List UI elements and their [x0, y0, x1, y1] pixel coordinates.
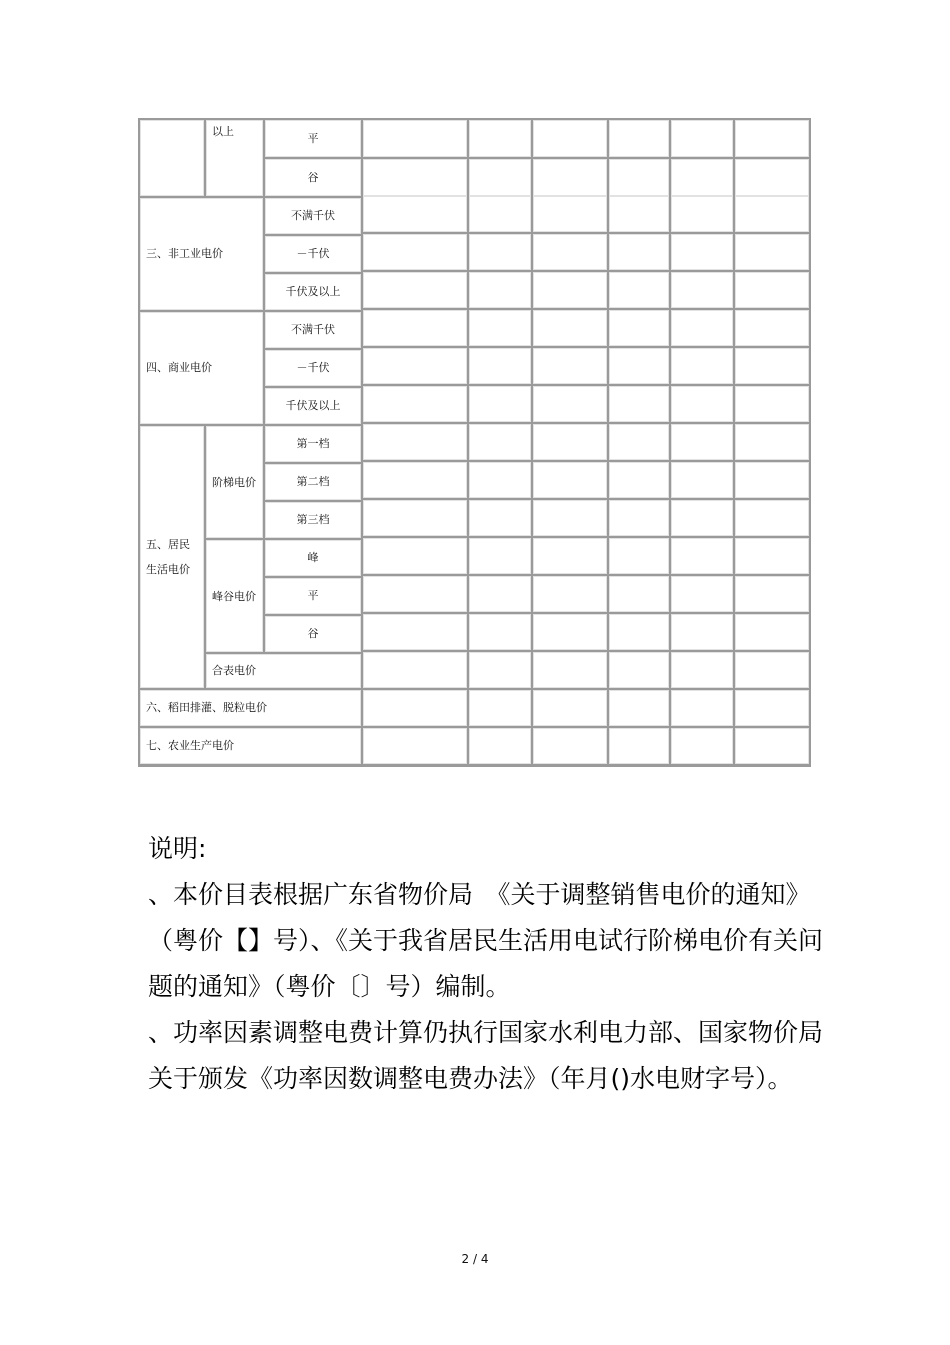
table-data-cell	[671, 538, 733, 574]
table-data-cell	[735, 538, 809, 574]
table-data-cell	[533, 310, 607, 346]
table-data-cell	[609, 690, 669, 726]
table-data-cell	[469, 500, 531, 536]
table-data-cell	[363, 310, 467, 346]
table-cell-category: 以上	[206, 120, 263, 196]
table-data-cell	[735, 386, 809, 422]
table-data-cell	[735, 728, 809, 764]
table-data-cell	[735, 690, 809, 726]
table-data-cell	[363, 348, 467, 384]
table-data-cell	[469, 120, 531, 157]
table-data-cell	[671, 462, 733, 498]
table-data-cell	[533, 652, 607, 688]
table-data-cell	[533, 120, 607, 157]
table-data-cell	[533, 386, 607, 422]
page-number: 2 / 4	[461, 1252, 489, 1266]
notes-item-2: 、功率因素调整电费计算仍执行国家水利电力部、国家物价局关于颁发《功率因数调整电费办法》（年月()水电财字号）。	[148, 1018, 824, 1093]
table-data-cell	[609, 728, 669, 764]
table-data-cell	[469, 234, 531, 270]
table-data-cell	[469, 310, 531, 346]
notes-item-1: 、本价目表根据广东省物价局 《关于调整销售电价的通知》（粤价【】号）、《关于我省居民生活用电试行阶梯电价有关问题的通知》（粤价〔〕号）编制。	[148, 880, 824, 1001]
table-cell-subcategory: 第二档	[265, 464, 361, 500]
table-data-cell	[533, 728, 607, 764]
notes-section	[148, 826, 828, 1102]
table-cell-category: 四、商业电价	[140, 312, 263, 424]
table-data-cell	[533, 576, 607, 612]
table-data-cell	[363, 234, 467, 270]
table-data-cell	[671, 348, 733, 384]
table-data-cell	[735, 348, 809, 384]
table-cell-category: 五、居民生活电价	[140, 426, 204, 688]
table-data-cell	[735, 196, 809, 232]
table-data-cell	[469, 614, 531, 650]
table-cell-subcategory: 不满千伏	[265, 198, 361, 234]
table-data-cell	[363, 196, 467, 232]
table-cell-subcategory: 谷	[265, 616, 361, 652]
table-cell-subcategory: 第三档	[265, 502, 361, 538]
table-data-cell	[469, 272, 531, 308]
table-data-cell	[671, 272, 733, 308]
table-cell-subcategory: 平	[265, 578, 361, 614]
table-data-cell	[671, 728, 733, 764]
table-data-cell	[363, 576, 467, 612]
table-data-cell	[469, 159, 531, 196]
table-data-cell	[671, 690, 733, 726]
table-data-cell	[533, 462, 607, 498]
table-cell-subcategory: 峰	[265, 540, 361, 576]
table-data-cell	[735, 614, 809, 650]
table-data-cell	[671, 386, 733, 422]
table-data-cell	[469, 538, 531, 574]
table-data-cell	[609, 120, 669, 157]
table-data-cell	[609, 652, 669, 688]
table-cell-subcategory: 千伏及以上	[265, 274, 361, 310]
table-data-cell	[363, 614, 467, 650]
table-data-cell	[735, 424, 809, 460]
table-data-cell	[533, 690, 607, 726]
table-data-cell	[735, 120, 809, 157]
table-data-cell	[609, 234, 669, 270]
table-data-cell	[735, 500, 809, 536]
table-cell-subcategory: 合表电价	[206, 654, 361, 688]
table-data-cell	[609, 462, 669, 498]
table-data-cell	[533, 538, 607, 574]
table-data-cell	[363, 462, 467, 498]
table-data-cell	[609, 386, 669, 422]
table-cell-subcategory: 第一档	[265, 426, 361, 462]
table-data-cell	[609, 614, 669, 650]
table-data-cell	[735, 576, 809, 612]
table-cell-group: 峰谷电价	[206, 540, 263, 652]
table-data-cell	[735, 462, 809, 498]
price-table	[138, 118, 811, 767]
table-data-cell	[469, 462, 531, 498]
table-data-cell	[671, 500, 733, 536]
table-cell-empty	[140, 120, 204, 196]
table-cell-subcategory: 平	[265, 120, 361, 157]
table-cell-subcategory: 千伏及以上	[265, 388, 361, 424]
table-data-cell	[469, 652, 531, 688]
table-data-cell	[609, 159, 669, 196]
table-data-cell	[469, 728, 531, 764]
table-data-cell	[363, 120, 467, 157]
table-data-cell	[671, 159, 733, 196]
table-data-cell	[469, 386, 531, 422]
table-data-cell	[469, 576, 531, 612]
table-data-cell	[363, 690, 467, 726]
table-data-cell	[469, 424, 531, 460]
notes-heading: 说明:	[148, 834, 207, 863]
table-data-cell	[735, 159, 809, 196]
table-data-cell	[533, 348, 607, 384]
table-data-cell	[533, 272, 607, 308]
table-cell-subcategory: －千伏	[265, 350, 361, 386]
table-data-cell	[363, 272, 467, 308]
table-data-cell	[469, 690, 531, 726]
table-data-cell	[735, 272, 809, 308]
table-data-cell	[533, 196, 607, 232]
table-data-cell	[469, 196, 531, 232]
table-data-cell	[363, 500, 467, 536]
table-data-cell	[533, 159, 607, 196]
table-data-cell	[533, 424, 607, 460]
table-data-cell	[363, 159, 467, 196]
table-data-cell	[363, 538, 467, 574]
table-cell-category: 三、非工业电价	[140, 198, 263, 310]
table-data-cell	[609, 576, 669, 612]
table-data-cell	[671, 576, 733, 612]
table-data-cell	[671, 196, 733, 232]
table-data-cell	[609, 538, 669, 574]
table-cell-subcategory: 不满千伏	[265, 312, 361, 348]
table-data-cell	[671, 652, 733, 688]
table-cell-subcategory: 谷	[265, 159, 361, 196]
table-data-cell	[671, 310, 733, 346]
table-data-cell	[671, 424, 733, 460]
table-data-cell	[533, 500, 607, 536]
table-data-cell	[735, 234, 809, 270]
table-data-cell	[609, 310, 669, 346]
table-data-cell	[609, 196, 669, 232]
table-data-cell	[609, 424, 669, 460]
table-data-cell	[609, 500, 669, 536]
table-data-cell	[671, 614, 733, 650]
table-data-cell	[671, 120, 733, 157]
table-cell-group: 阶梯电价	[206, 426, 263, 538]
table-cell-category: 六、稻田排灌、脱粒电价	[140, 690, 361, 726]
table-data-cell	[363, 652, 467, 688]
table-data-cell	[609, 272, 669, 308]
table-data-cell	[363, 386, 467, 422]
table-cell-category: 七、农业生产电价	[140, 728, 361, 764]
table-data-cell	[363, 728, 467, 764]
table-data-cell	[735, 310, 809, 346]
table-data-cell	[609, 348, 669, 384]
table-data-cell	[735, 652, 809, 688]
table-data-cell	[363, 424, 467, 460]
table-data-cell	[533, 614, 607, 650]
table-data-cell	[469, 348, 531, 384]
table-data-cell	[671, 234, 733, 270]
table-data-cell	[533, 234, 607, 270]
table-cell-subcategory: －千伏	[265, 236, 361, 272]
